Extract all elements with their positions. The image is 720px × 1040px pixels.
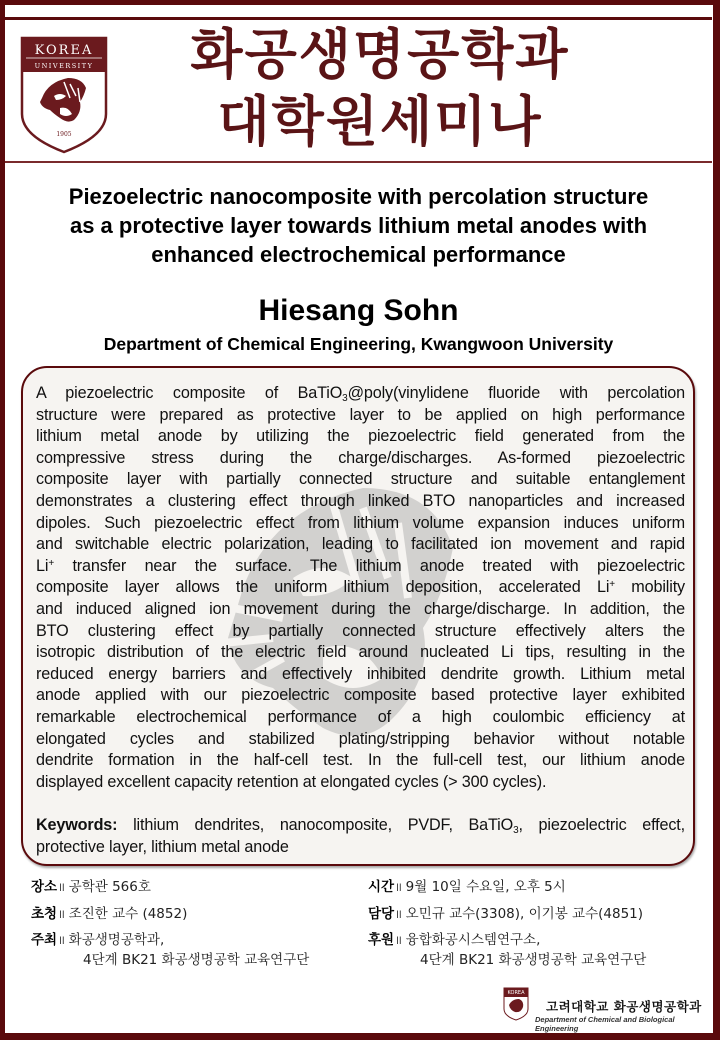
abstract-line: lithium metal anode by utilizing the piezoelectric field generated from the [36,427,685,446]
footer-department-korean: 고려대학교 화공생명공학과 [546,999,702,1014]
talk-title-line: as a protective layer towards lithium metal anodes with [69,213,648,238]
talk-title-line: enhanced electrochemical performance [151,242,566,267]
talk-title-line: Piezoelectric nanocomposite with percolation structure [68,184,649,209]
abstract-line: and switchable electric polarization, leading to facilitated ion movement and rapid [36,535,685,554]
info-time: 시간 ll 9월 10일 수요일, 오후 5시 [368,879,566,895]
abstract-line: and induced aligned ion movement during the charge/discharge. In addition, the [36,599,685,618]
keywords-line: protective layer, lithium metal anode [36,837,289,856]
abstract-line: composite layer allows the uniform lithium deposition, accelerated Li+ mobility [36,578,685,597]
info-label: 담당 [368,906,395,922]
info-value: 공학관 566호 [68,879,151,895]
info-value: 4단계 BK21 화공생명공학 교육연구단 [83,952,310,968]
abstract-line: composite layer with partially connected structure and suitable entanglement [36,470,685,489]
footer-university-logo [503,987,529,1021]
abstract-line: anode applied with our piezoelectric composite based protective layer exhibited [36,686,685,705]
korea-university-logo [20,36,108,154]
logo-university-text: UNIVERSITY [34,62,94,70]
abstract-line: A piezoelectric composite of BaTiO$_3$@poly(vinylidene fluoride with percolation [36,384,685,404]
abstract-line: dendrite formation in the half-cell test. In the full-cell test, our lithium anode [36,751,685,770]
logo-korea-text: KOREA [34,43,94,58]
info-label: 초청 [31,906,58,922]
seminar-title: 대학원세미나 [217,90,543,153]
department-title: 화공생명공학과 [190,23,570,86]
footer-department-english: Department of Chemical and Biological Engineering [535,1015,675,1033]
keywords-line: Keywords: lithium dendrites, nanocomposite, PVDF, BaTiO$_3$, piezoelectric effect, [36,816,686,836]
info-place: 장소 ll 공학관 566호 [31,879,151,895]
abstract-line: demonstrates a clustering effect through linked BTO nanoparticles and increased [36,491,685,510]
abstract-box [21,366,695,866]
info-host: 초청 ll 조진한 교수 (4852) [31,906,188,922]
abstract-line: dipoles. Such piezoelectric effect from lithium volume expansion induces uniform [36,513,685,532]
abstract-line: elongated cycles and stabilized plating/stripping behavior without notable [36,729,685,748]
info-organizer: 주최 ll 화공생명공학과, 4단계 BK21 화공생명공학 교육연구단 [31,932,310,968]
info-label: 장소 [31,879,58,895]
abstract-line: Li+ transfer near the surface. The lithium anode treated with piezoelectric [36,556,685,575]
poster-frame-bottom [0,1033,720,1040]
abstract-line: compressive stress during the charge/discharges. As-formed piezoelectric [36,448,685,467]
abstract-line: BTO clustering effect by partially connected structure effectively alters the [36,621,685,640]
info-value: 4단계 BK21 화공생명공학 교육연구단 [420,952,647,968]
poster-frame-top [0,0,720,5]
info-value: 조진한 교수 (4852) [68,906,188,922]
info-label: 시간 [368,879,395,895]
poster-frame-right [713,0,720,1040]
abstract-text [36,383,685,793]
abstract-line: displayed excellent capacity retention at elongated cycles (> 300 cycles). [36,772,547,791]
abstract-line: isotropic distribution of the electric field around nucleated Li tips, resulting in the [36,643,685,662]
logo-year-text: 1905 [56,131,72,138]
keywords-label: Keywords: [36,816,118,834]
info-value: 9월 10일 수요일, 오후 5시 [405,879,566,895]
info-value: 융합화공시스템연구소, [405,932,541,948]
speaker-affiliation: Department of Chemical Engineering, Kwangwoon University [103,334,614,354]
abstract-line: structure were prepared as protective layer to be applied on high performance [36,405,685,424]
talk-title [5,182,712,269]
footer-logo-text: KOREA [507,990,525,996]
info-sponsor: 후원 ll 융합화공시스템연구소, 4단계 BK21 화공생명공학 교육연구단 [368,932,647,968]
info-label: 주최 [31,932,58,948]
abstract-line: remarkable electrochemical performance of a high coulombic efficiency at [36,707,685,726]
abstract-line: reduced energy barriers and effectively inhibited dendrite growth. Lithium metal [36,664,685,683]
info-label: 후원 [368,932,395,948]
speaker-name: Hiesang Sohn [258,294,459,327]
info-value: 화공생명공학과, [68,932,165,948]
keywords [36,815,685,858]
info-value: 오민규 교수(3308), 이기봉 교수(4851) [405,906,644,922]
info-contact: 담당 ll 오민규 교수(3308), 이기봉 교수(4851) [368,906,644,922]
